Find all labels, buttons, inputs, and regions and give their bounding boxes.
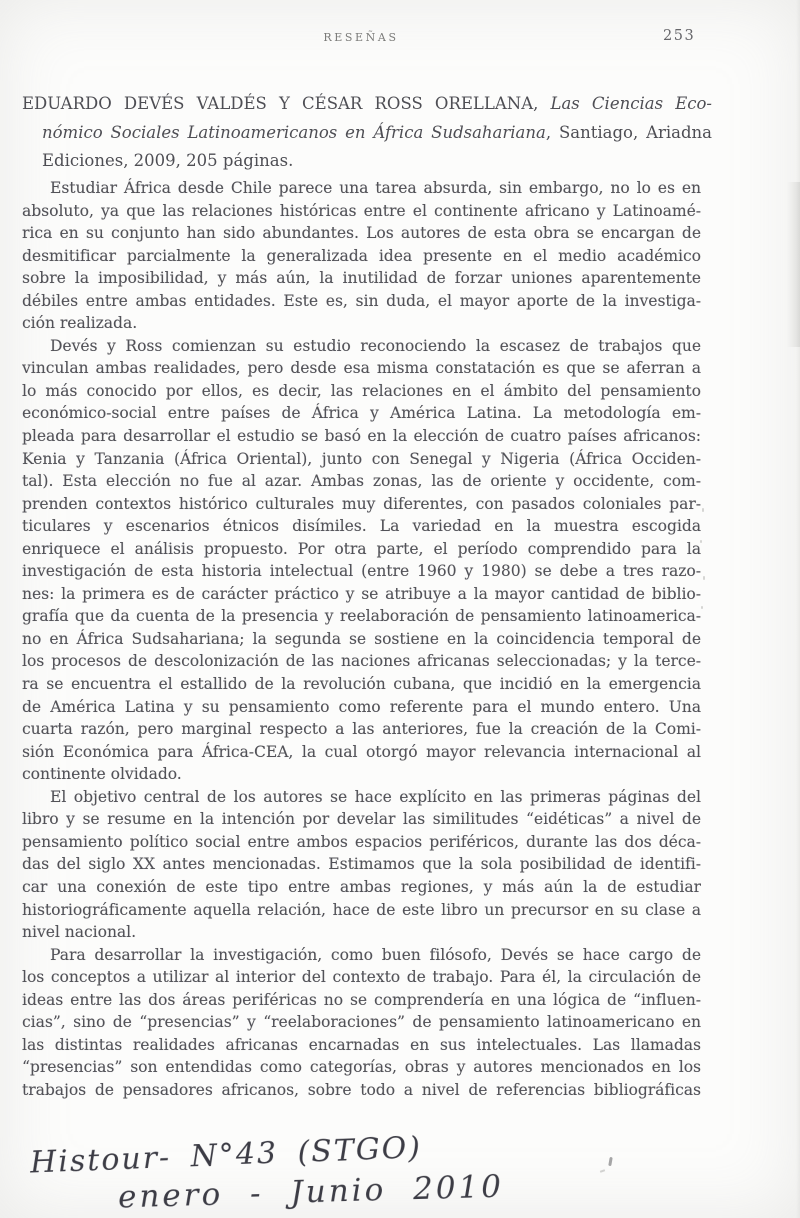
body-text-line: continente olvidado. [22, 765, 182, 784]
paragraph-3 [22, 786, 701, 944]
body-text-line: ción realizada. [22, 314, 138, 333]
citation-title-start: Las Ciencias Eco- [550, 94, 712, 113]
body-text-line: nes: la primera es de carácter práctico y se atribuye a la mayor cantidad de biblio- [22, 584, 701, 603]
scan-speck-artifact [701, 606, 703, 609]
page-number: 253 [663, 28, 696, 44]
citation-title-end: nómico Sociales Latinoamericanos en África Sudsahariana [42, 122, 546, 142]
scan-speck-artifact [700, 540, 702, 543]
citation-authors: EDUARDO DEVÉS VALDÉS Y CÉSAR ROSS ORELLANA, [22, 94, 551, 113]
body-text-line: “presencias” son entendidas como categorías, obras y autores mencionados en los [22, 1058, 701, 1077]
body-text-line: investigación de esta historia intelectual (entre 1960 y 1980) se debe a tres razo- [22, 562, 701, 581]
review-body-text [22, 177, 701, 1101]
body-text-line: pensamiento político social entre ambos espacios periféricos, durante las dos déca- [22, 832, 701, 851]
body-text-line: nivel nacional. [22, 923, 137, 942]
body-text-line: lo más conocido por ellos, es decir, las relaciones en el ámbito del pensamiento [22, 381, 701, 400]
body-text-line: Estudiar África desde Chile parece una tarea absurda, sin embargo, no lo es en [50, 179, 701, 197]
body-text-line: grafía que da cuenta de la presencia y reelaboración de pensamiento latinoamerica- [22, 607, 701, 626]
body-text-line: ideas entre las dos áreas periféricas no se comprendería en una lógica de “influen- [22, 990, 701, 1009]
body-text-line: historiográficamente aquella relación, hace de este libro un precursor en su clase a [22, 900, 701, 919]
handwritten-note-line-2: enero - Junio 2010 [117, 1168, 505, 1216]
body-text-line: Devés y Ross comienzan su estudio reconociendo la escasez de trabajos que [50, 336, 701, 355]
body-text-line: económico-social entre países de África y América Latina. La metodología em- [22, 404, 701, 423]
running-title: RESEÑAS [323, 31, 399, 44]
body-text-line: prenden contextos histórico culturales muy diferentes, con pasados coloniales par- [22, 494, 701, 513]
paragraph-1 [22, 177, 701, 335]
body-text-line: rica en su conjunto han sido abundantes. Los autores de esta obra se encargan de [22, 224, 701, 243]
body-text-line: los conceptos a utilizar al interior del contexto de trabajo. Para él, la circulación de [22, 968, 701, 987]
body-text-line: Kenia y Tanzania (África Oriental), junto con Senegal y Nigeria (África Occiden- [22, 449, 701, 468]
body-text-line: ticulares y escenarios étnicos disímiles. La variedad en la muestra escogida [22, 517, 701, 536]
body-text-line: absoluto, ya que las relaciones históricas entre el continente africano y Latinoamé- [22, 201, 701, 220]
body-text-line: sión Económica para África-CEA, la cual otorgó mayor relevancia internacional al [22, 742, 701, 761]
body-text-line: cuarta razón, pero marginal respecto a las anteriores, fue la creación de la Comi- [22, 720, 701, 739]
body-text-line: desmitificar parcialmente la generalizada idea presente en el medio académico [22, 246, 701, 265]
pen-tick-artifact [600, 1169, 605, 1173]
scan-edge-artifact [796, 0, 800, 1218]
body-text-line: cias”, sino de “presencias” y “reelaboraciones” de pensamiento latinoamericano en [22, 1013, 701, 1032]
body-text-line: vinculan ambas realidades, pero desde esa misma constatación es que se aferran a [22, 359, 701, 378]
body-text-line: de América Latina y su pensamiento como referente para el mundo entero. Una [22, 697, 701, 716]
body-text-line: trabajos de pensadores africanos, sobre todo a nivel de referencias bibliográficas [22, 1080, 701, 1099]
body-text-line: enriquece el análisis propuesto. Por otra parte, el período comprendido para la [22, 539, 701, 558]
body-text-line: ra se encuentra el estallido de la revolución cubana, que incidió en la emergencia [22, 675, 701, 694]
body-text-line: pleada para desarrollar el estudio se basó en la elección de cuatro países africanos: [22, 427, 701, 446]
citation-imprint-end: Ediciones, 2009, 205 páginas. [42, 151, 294, 170]
citation-line [22, 90, 712, 119]
book-citation [22, 90, 712, 176]
body-text-line: El objetivo central de los autores se hace explícito en las primeras páginas del [50, 787, 701, 806]
body-text-line: Para desarrollar la investigación, como buen filósofo, Devés se hace cargo de [50, 945, 701, 964]
citation-line [22, 119, 712, 148]
citation-line [22, 147, 712, 176]
paragraph-4 [22, 944, 701, 1102]
body-text-line: débiles entre ambas entidades. Este es, sin duda, el mayor aporte de la investiga- [22, 291, 701, 310]
body-text-line: sobre la imposibilidad, y más aún, la inutilidad de forzar uniones aparentemente [22, 269, 701, 288]
body-text-line: no en África Sudsahariana; la segunda se sostiene en la coincidencia temporal de [22, 629, 701, 648]
pen-tick-artifact [608, 1157, 613, 1166]
body-text-line: tal). Esta elección no fue al azar. Ambas zonas, las de oriente y occidente, com- [22, 472, 701, 491]
body-text-line: libro y se resume en la intención por develar las similitudes “eidéticas” a nivel de [22, 810, 701, 829]
handwritten-note-line-1: Histour- N°43 (STGO) [29, 1130, 423, 1181]
scan-speck-artifact [703, 576, 705, 580]
scan-speck-artifact [702, 508, 704, 512]
citation-imprint-start: , Santiago, Ariadna [545, 122, 712, 142]
body-text-line: los procesos de descolonización de las naciones africanas seleccionadas; y la terce- [22, 652, 701, 671]
body-text-line: das del siglo XX antes mencionadas. Estimamos que la sola posibilidad de identifi- [22, 855, 701, 874]
body-text-line: car una conexión de este tipo entre ambas regiones, y más aún la de estudiar [22, 877, 701, 896]
paragraph-2 [22, 335, 701, 786]
body-text-line: las distintas realidades africanas encarnadas en sus intelectuales. Las llamadas [22, 1035, 701, 1054]
